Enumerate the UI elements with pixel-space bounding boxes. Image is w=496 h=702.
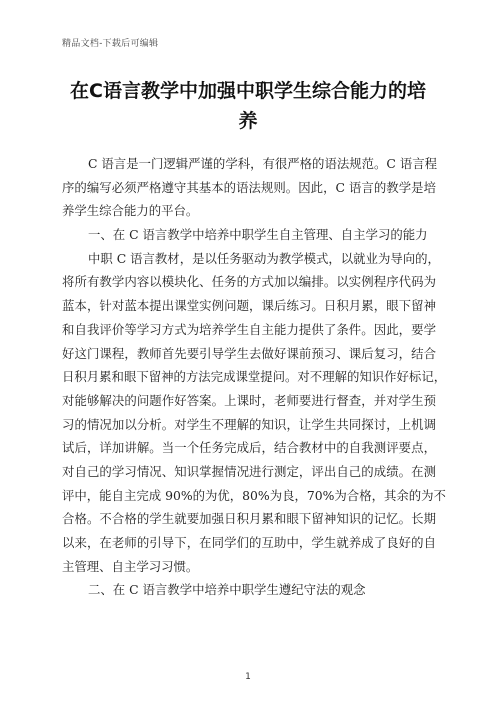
paragraph-line: 中职 C 语言教材，是以任务驱动为教学模式，以就业为导向的， [88,250,440,266]
paragraph-line: 试后，详加讲解。当一个任务完成后，结合教材中的自我测评要点， [62,440,436,456]
paragraph-line: 将所有教学内容以模块化、任务的方式加以编排。以实例程序代码为 [62,274,436,290]
paragraph-line: 对自己的学习情况、知识掌握情况进行测定，评出自己的成绩。在测 [62,463,436,479]
document-title-line: 在C语言教学中加强中职学生综合能力的培 [70,80,426,102]
document-body [62,152,447,602]
paragraph-line: 习的情况加以分析。对学生不理解的知识，让学生共同探讨，上机调 [62,416,436,432]
paragraph-line: 合格。不合格的学生就要加强日积月累和眼下留神知识的记忆。长期 [62,511,436,527]
paragraph-line: 养学生综合能力的平台。 [62,203,199,219]
paragraph-line: 对能够解决的问题作好答案。上课时，老师要进行督查，并对学生预 [62,392,436,408]
section-heading: 二、在 C 语言教学中培养中职学生遵纪守法的观念 [88,582,366,598]
document-title [60,76,436,136]
section-heading: 一、在 C 语言教学中培养中职学生自主管理、自主学习的能力 [88,227,428,243]
header-note: 精品文档-下载后可编辑 [62,39,159,49]
paragraph-line: 和自我评价等学习方式为培养学生自主能力提供了条件。因此，要学 [62,321,436,337]
paragraph-line: 以来，在老师的引导下，在同学们的互助中，学生就养成了良好的自 [62,535,436,550]
paragraph-line: 蓝本，针对蓝本提出课堂实例问题，课后练习。日积月累，眼下留神 [62,298,436,314]
page-number: 1 [245,672,251,682]
document-title-line: 养 [238,110,258,132]
paragraph-line: 主管理、自主学习习惯。 [62,558,199,574]
paragraph-line: 序的编写必须严格遵守其基本的语法规则。因此，C 语言的教学是培 [62,179,436,195]
paragraph-line: 日积月累和眼下留神的方法完成课堂提问。对不理解的知识作好标记， [62,369,447,385]
paragraph-line: 好这门课程，教师首先要引导学生去做好课前预习、课后复习，结合 [62,345,436,361]
paragraph-line: 评中，能自主完成 90%的为优，80%为良，70%为合格，其余的为不 [62,487,446,503]
paragraph-line: C 语言是一门逻辑严谨的学科，有很严格的语法规范。C 语言程 [88,156,437,171]
